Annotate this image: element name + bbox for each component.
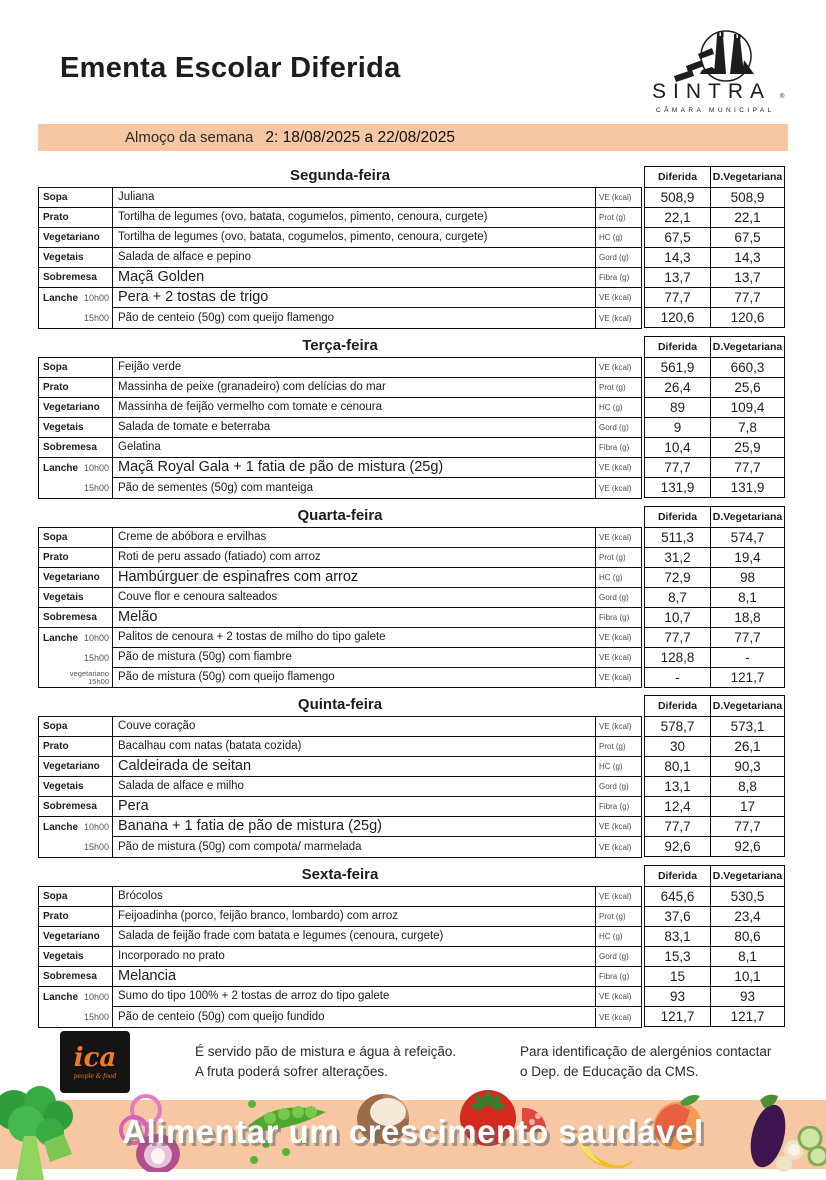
value-vegetariana: 13,7 xyxy=(711,268,784,288)
snack-time: 10h00 xyxy=(83,632,109,643)
nutrition-values-table xyxy=(644,506,785,688)
column-header-diferida: Diferida xyxy=(645,337,711,358)
day-title: Quinta-feira xyxy=(297,696,383,713)
menu-item: Salada de tomate e beterraba xyxy=(113,418,596,438)
day-block-quarta xyxy=(38,506,788,688)
nutrition-values-table xyxy=(644,695,785,857)
allergen-note-line1: Para identificação de alergénios contactar xyxy=(520,1044,772,1059)
menu-item: Feijoadinha (porco, feijão branco, lombardo) com arroz xyxy=(113,907,596,927)
nutrition-values-table xyxy=(644,865,785,1027)
column-header-vegetariana: D.Vegetariana xyxy=(711,337,784,358)
day-block-terca xyxy=(38,336,788,499)
menu-item: Banana + 1 fatia de pão de mistura (25g) xyxy=(113,817,596,837)
nutrient-label: VE (kcal) xyxy=(599,842,632,852)
menu-item: Tortilha de legumes (ovo, batata, cogumelos, pimento, cenoura, curgete) xyxy=(113,208,596,228)
course-label: Prato xyxy=(39,548,113,568)
snack-time: 10h00 xyxy=(83,991,109,1002)
value-diferida: 508,9 xyxy=(645,188,711,208)
menu-item: Pão de sementes (50g) com manteiga xyxy=(113,479,596,498)
menu-item: Salada de alface e milho xyxy=(113,777,596,797)
nutrient-label: Gord (g) xyxy=(596,418,641,438)
menu-item: Palitos de cenoura + 2 tostas de milho do tipo galete xyxy=(113,628,596,648)
snack-label-cell xyxy=(39,288,113,328)
snack-time: 10h00 xyxy=(83,821,109,832)
nutrient-label: VE (kcal) xyxy=(599,1012,632,1022)
value-diferida: 77,7 xyxy=(645,628,711,648)
course-label: Prato xyxy=(39,378,113,398)
menu-item: Melão xyxy=(113,608,596,628)
course-label: Sobremesa xyxy=(39,438,113,458)
nutrient-label: Gord (g) xyxy=(596,947,641,967)
value-vegetariana: 8,1 xyxy=(711,588,784,608)
day-block-sexta xyxy=(38,865,788,1028)
menu-item: Incorporado no prato xyxy=(113,947,596,967)
value-diferida: 30 xyxy=(645,737,711,757)
nutrient-label: Fibra (g) xyxy=(596,268,641,288)
menu-table xyxy=(38,527,642,688)
value-diferida: 26,4 xyxy=(645,378,711,398)
menu-item: Couve coração xyxy=(113,717,596,737)
value-diferida: 31,2 xyxy=(645,548,711,568)
day-block-quinta xyxy=(38,695,788,858)
snack-label-cell xyxy=(39,458,113,498)
value-vegetariana: 574,7 xyxy=(711,528,784,548)
course-label: Sobremesa xyxy=(39,268,113,288)
nutrient-label: Gord (g) xyxy=(596,588,641,608)
value-vegetariana: 10,1 xyxy=(711,967,784,987)
value-vegetariana: 121,7 xyxy=(730,1009,765,1024)
meal-note-line1: É servido pão de mistura e água à refeição. xyxy=(195,1044,457,1059)
weekly-menu xyxy=(38,166,788,1035)
value-diferida: 77,7 xyxy=(645,817,711,837)
day-title: Sexta-feira xyxy=(301,866,379,883)
nutrient-label: VE (kcal) xyxy=(596,188,641,208)
course-label: Vegetais xyxy=(39,418,113,438)
column-header-diferida: Diferida xyxy=(645,167,711,188)
nutrient-label: VE (kcal) xyxy=(596,628,641,648)
value-diferida: 13,1 xyxy=(645,777,711,797)
value-diferida: 15 xyxy=(645,967,711,987)
value-vegetariana: 17 xyxy=(711,797,784,817)
value-vegetariana: 90,3 xyxy=(711,757,784,777)
snack-time: 15h00 xyxy=(83,653,109,663)
course-label: Sopa xyxy=(39,528,113,548)
nutrient-label: Prot (g) xyxy=(596,737,641,757)
course-label: Sobremesa xyxy=(39,608,113,628)
menu-item: Salada de feijão frade com batata e legumes (cenoura, curgete) xyxy=(113,927,596,947)
value-diferida: 128,8 xyxy=(645,648,711,668)
value-diferida: 12,4 xyxy=(645,797,711,817)
nutrient-label: HC (g) xyxy=(596,927,641,947)
value-diferida: 83,1 xyxy=(645,927,711,947)
course-label: Vegetais xyxy=(39,777,113,797)
value-vegetariana: 25,6 xyxy=(711,378,784,398)
nutrient-label: VE (kcal) xyxy=(596,987,641,1007)
value-vegetariana: 508,9 xyxy=(711,188,784,208)
value-vegetariana: 109,4 xyxy=(711,398,784,418)
value-diferida: 14,3 xyxy=(645,248,711,268)
value-diferida: 13,7 xyxy=(645,268,711,288)
ica-logo-wordmark: ica xyxy=(73,1042,117,1073)
snack-time: 10h00 xyxy=(83,462,109,473)
menu-item: Maçã Royal Gala + 1 fatia de pão de mistura (25g) xyxy=(113,458,596,478)
course-label: Vegetariano xyxy=(39,927,113,947)
course-label: Sobremesa xyxy=(39,967,113,987)
value-diferida: 645,6 xyxy=(645,887,711,907)
nutrient-label: HC (g) xyxy=(596,568,641,588)
course-label: Sopa xyxy=(39,717,113,737)
menu-item: Bacalhau com natas (batata cozida) xyxy=(113,737,596,757)
menu-item: Salada de alface e pepino xyxy=(113,248,596,268)
value-vegetariana: 80,6 xyxy=(711,927,784,947)
allergen-note xyxy=(520,1042,771,1082)
sintra-municipality-logo xyxy=(646,26,792,122)
value-vegetariana: 98 xyxy=(711,568,784,588)
snack-time: 15h00 xyxy=(88,676,109,686)
value-vegetariana: 92,6 xyxy=(734,839,761,854)
value-vegetariana: 573,1 xyxy=(711,717,784,737)
value-diferida: 37,6 xyxy=(645,907,711,927)
course-label: Sopa xyxy=(39,188,113,208)
course-label: Sopa xyxy=(39,358,113,378)
menu-item: Melancia xyxy=(113,967,596,987)
nutrient-label: VE (kcal) xyxy=(596,288,641,308)
value-diferida: 92,6 xyxy=(645,837,711,856)
menu-item: Roti de peru assado (fatiado) com arroz xyxy=(113,548,596,568)
menu-item: Pão de centeio (50g) com queijo flamengo xyxy=(113,309,596,328)
value-vegetariana: 131,9 xyxy=(730,480,765,495)
menu-table xyxy=(38,187,642,329)
course-label: Lanche xyxy=(43,292,79,304)
menu-item: Pão de mistura (50g) com compota/ marmelada xyxy=(113,838,596,857)
course-label: Vegetariano xyxy=(39,757,113,777)
course-label: Vegetais xyxy=(39,588,113,608)
value-diferida: 93 xyxy=(645,987,711,1007)
nutrient-label: Prot (g) xyxy=(596,208,641,228)
value-vegetariana: 8,8 xyxy=(711,777,784,797)
menu-item: Pão de mistura (50g) com fiambre xyxy=(113,648,596,668)
value-diferida: 15,3 xyxy=(645,947,711,967)
menu-item: Pão de mistura (50g) com queijo flamengo xyxy=(113,668,596,687)
nutrition-values-table xyxy=(644,166,785,328)
value-diferida: 121,7 xyxy=(645,1007,711,1026)
nutrient-label: VE (kcal) xyxy=(596,717,641,737)
value-vegetariana: 77,7 xyxy=(711,288,784,308)
week-bar xyxy=(38,124,788,151)
value-vegetariana: 93 xyxy=(711,987,784,1007)
course-label: Vegetariano xyxy=(39,568,113,588)
snack-time-qualifier: vegetariano xyxy=(69,668,109,678)
nutrient-label: Gord (g) xyxy=(596,248,641,268)
value-diferida: 561,9 xyxy=(645,358,711,378)
snack-time: 15h00 xyxy=(83,313,109,323)
nutrient-label: VE (kcal) xyxy=(599,673,632,682)
day-title: Segunda-feira xyxy=(289,167,391,184)
nutrient-label: Fibra (g) xyxy=(596,438,641,458)
value-diferida: 67,5 xyxy=(645,228,711,248)
menu-item: Tortilha de legumes (ovo, batata, cogumelos, pimento, cenoura, curgete) xyxy=(113,228,596,248)
menu-item: Creme de abóbora e ervilhas xyxy=(113,528,596,548)
bottom-banner xyxy=(0,1100,826,1169)
course-label: Lanche xyxy=(43,632,79,644)
value-diferida: 77,7 xyxy=(645,288,711,308)
course-label: Prato xyxy=(39,208,113,228)
nutrient-label: VE (kcal) xyxy=(596,528,641,548)
column-header-vegetariana: D.Vegetariana xyxy=(711,167,784,188)
nutrient-label: Gord (g) xyxy=(596,777,641,797)
nutrient-label: VE (kcal) xyxy=(596,648,641,668)
course-label: Sopa xyxy=(39,887,113,907)
menu-item: Pera xyxy=(113,797,596,817)
value-vegetariana: 77,7 xyxy=(711,628,784,648)
value-vegetariana: - xyxy=(711,648,784,668)
nutrient-label: VE (kcal) xyxy=(599,313,632,323)
snack-time: 15h00 xyxy=(83,483,109,493)
meal-note-line2: A fruta poderá sofrer alterações. xyxy=(195,1064,388,1079)
column-header-diferida: Diferida xyxy=(645,866,711,887)
nutrient-label: VE (kcal) xyxy=(596,817,641,837)
value-vegetariana: 120,6 xyxy=(730,310,765,325)
course-label: Lanche xyxy=(43,821,79,833)
column-header-diferida: Diferida xyxy=(645,507,711,528)
menu-item: Hambúrguer de espinafres com arroz xyxy=(113,568,596,588)
nutrient-label: HC (g) xyxy=(596,398,641,418)
snack-time: 15h00 xyxy=(83,1012,109,1022)
course-label: Vegetariano xyxy=(39,398,113,418)
nutrient-label: Prot (g) xyxy=(596,378,641,398)
value-vegetariana: 25,9 xyxy=(711,438,784,458)
week-bar-label: Almoço da semana xyxy=(125,129,254,146)
logo-wordmark: SINTRA xyxy=(652,80,772,103)
snack-time: 15h00 xyxy=(83,842,109,852)
course-label: Prato xyxy=(39,907,113,927)
value-diferida: 80,1 xyxy=(645,757,711,777)
menu-item: Juliana xyxy=(113,188,596,208)
week-bar-dates: 2: 18/08/2025 a 22/08/2025 xyxy=(265,128,456,146)
nutrient-label: HC (g) xyxy=(596,228,641,248)
value-diferida: 8,7 xyxy=(645,588,711,608)
ica-logo-tagline: people & food xyxy=(73,1072,117,1080)
value-diferida: 578,7 xyxy=(645,717,711,737)
value-vegetariana: 26,1 xyxy=(711,737,784,757)
value-diferida: 9 xyxy=(645,418,711,438)
snack-label-cell xyxy=(39,987,113,1027)
nutrient-label: Prot (g) xyxy=(596,907,641,927)
value-diferida: 77,7 xyxy=(645,458,711,478)
nutrient-label: Fibra (g) xyxy=(596,797,641,817)
column-header-vegetariana: D.Vegetariana xyxy=(711,866,784,887)
value-diferida: 10,7 xyxy=(645,608,711,628)
nutrient-label: Prot (g) xyxy=(596,548,641,568)
menu-item: Gelatina xyxy=(113,438,596,458)
value-vegetariana: 121,7 xyxy=(730,670,765,685)
column-header-vegetariana: D.Vegetariana xyxy=(711,507,784,528)
value-vegetariana: 18,8 xyxy=(711,608,784,628)
menu-item: Pão de centeio (50g) com queijo fundido xyxy=(113,1008,596,1027)
nutrient-label: VE (kcal) xyxy=(596,358,641,378)
column-header-diferida: Diferida xyxy=(645,696,711,717)
menu-item: Pera + 2 tostas de trigo xyxy=(113,288,596,308)
value-diferida: 72,9 xyxy=(645,568,711,588)
menu-item: Maçã Golden xyxy=(113,268,596,288)
page-title: Ementa Escolar Diferida xyxy=(60,52,401,84)
nutrient-label: VE (kcal) xyxy=(596,458,641,478)
value-vegetariana: 7,8 xyxy=(711,418,784,438)
value-diferida: 10,4 xyxy=(645,438,711,458)
menu-item: Sumo do tipo 100% + 2 tostas de arroz do tipo galete xyxy=(113,987,596,1007)
day-title: Quarta-feira xyxy=(297,507,383,524)
value-vegetariana: 77,7 xyxy=(711,458,784,478)
banner-slogan: Alimentar um crescimento saudável xyxy=(122,1113,704,1150)
menu-table xyxy=(38,716,642,858)
value-vegetariana: 19,4 xyxy=(711,548,784,568)
value-vegetariana: 77,7 xyxy=(711,817,784,837)
snack-time: 10h00 xyxy=(83,292,109,303)
value-vegetariana: 23,4 xyxy=(711,907,784,927)
course-label: Lanche xyxy=(43,991,79,1003)
nutrient-label: VE (kcal) xyxy=(599,483,632,493)
value-diferida: 511,3 xyxy=(645,528,711,548)
course-label: Sobremesa xyxy=(39,797,113,817)
value-vegetariana: 22,1 xyxy=(711,208,784,228)
menu-table xyxy=(38,886,642,1028)
value-vegetariana: 8,1 xyxy=(711,947,784,967)
value-vegetariana: 67,5 xyxy=(711,228,784,248)
menu-item: Massinha de feijão vermelho com tomate e cenoura xyxy=(113,398,596,418)
menu-item: Brócolos xyxy=(113,887,596,907)
nutrient-label: Fibra (g) xyxy=(596,967,641,987)
day-title: Terça-feira xyxy=(302,337,378,354)
course-label: Prato xyxy=(39,737,113,757)
value-diferida: 22,1 xyxy=(645,208,711,228)
menu-item: Couve flor e cenoura salteados xyxy=(113,588,596,608)
snack-label-cell xyxy=(39,628,113,687)
meal-note xyxy=(195,1042,456,1082)
day-block-segunda xyxy=(38,166,788,329)
nutrient-label: HC (g) xyxy=(596,757,641,777)
menu-item: Caldeirada de seitan xyxy=(113,757,596,777)
value-diferida: 120,6 xyxy=(645,308,711,327)
value-diferida: 131,9 xyxy=(645,478,711,497)
course-label: Lanche xyxy=(43,462,79,474)
value-diferida: 89 xyxy=(645,398,711,418)
menu-table xyxy=(38,357,642,499)
nutrition-values-table xyxy=(644,336,785,498)
value-vegetariana: 660,3 xyxy=(711,358,784,378)
snack-label-cell xyxy=(39,817,113,857)
logo-subtitle: CÂMARA MUNICIPAL xyxy=(656,107,775,114)
value-vegetariana: 14,3 xyxy=(711,248,784,268)
menu-item: Feijão verde xyxy=(113,358,596,378)
logo-registered-mark: ® xyxy=(780,94,785,100)
course-label: Vegetais xyxy=(39,947,113,967)
value-diferida: - xyxy=(645,668,711,687)
value-vegetariana: 530,5 xyxy=(711,887,784,907)
nutrient-label: Fibra (g) xyxy=(596,608,641,628)
course-label: Vegetais xyxy=(39,248,113,268)
allergen-note-line2: o Dep. de Educação da CMS. xyxy=(520,1064,699,1079)
menu-item: Massinha de peixe (granadeiro) com delícias do mar xyxy=(113,378,596,398)
nutrient-label: VE (kcal) xyxy=(596,887,641,907)
column-header-vegetariana: D.Vegetariana xyxy=(711,696,784,717)
course-label: Vegetariano xyxy=(39,228,113,248)
